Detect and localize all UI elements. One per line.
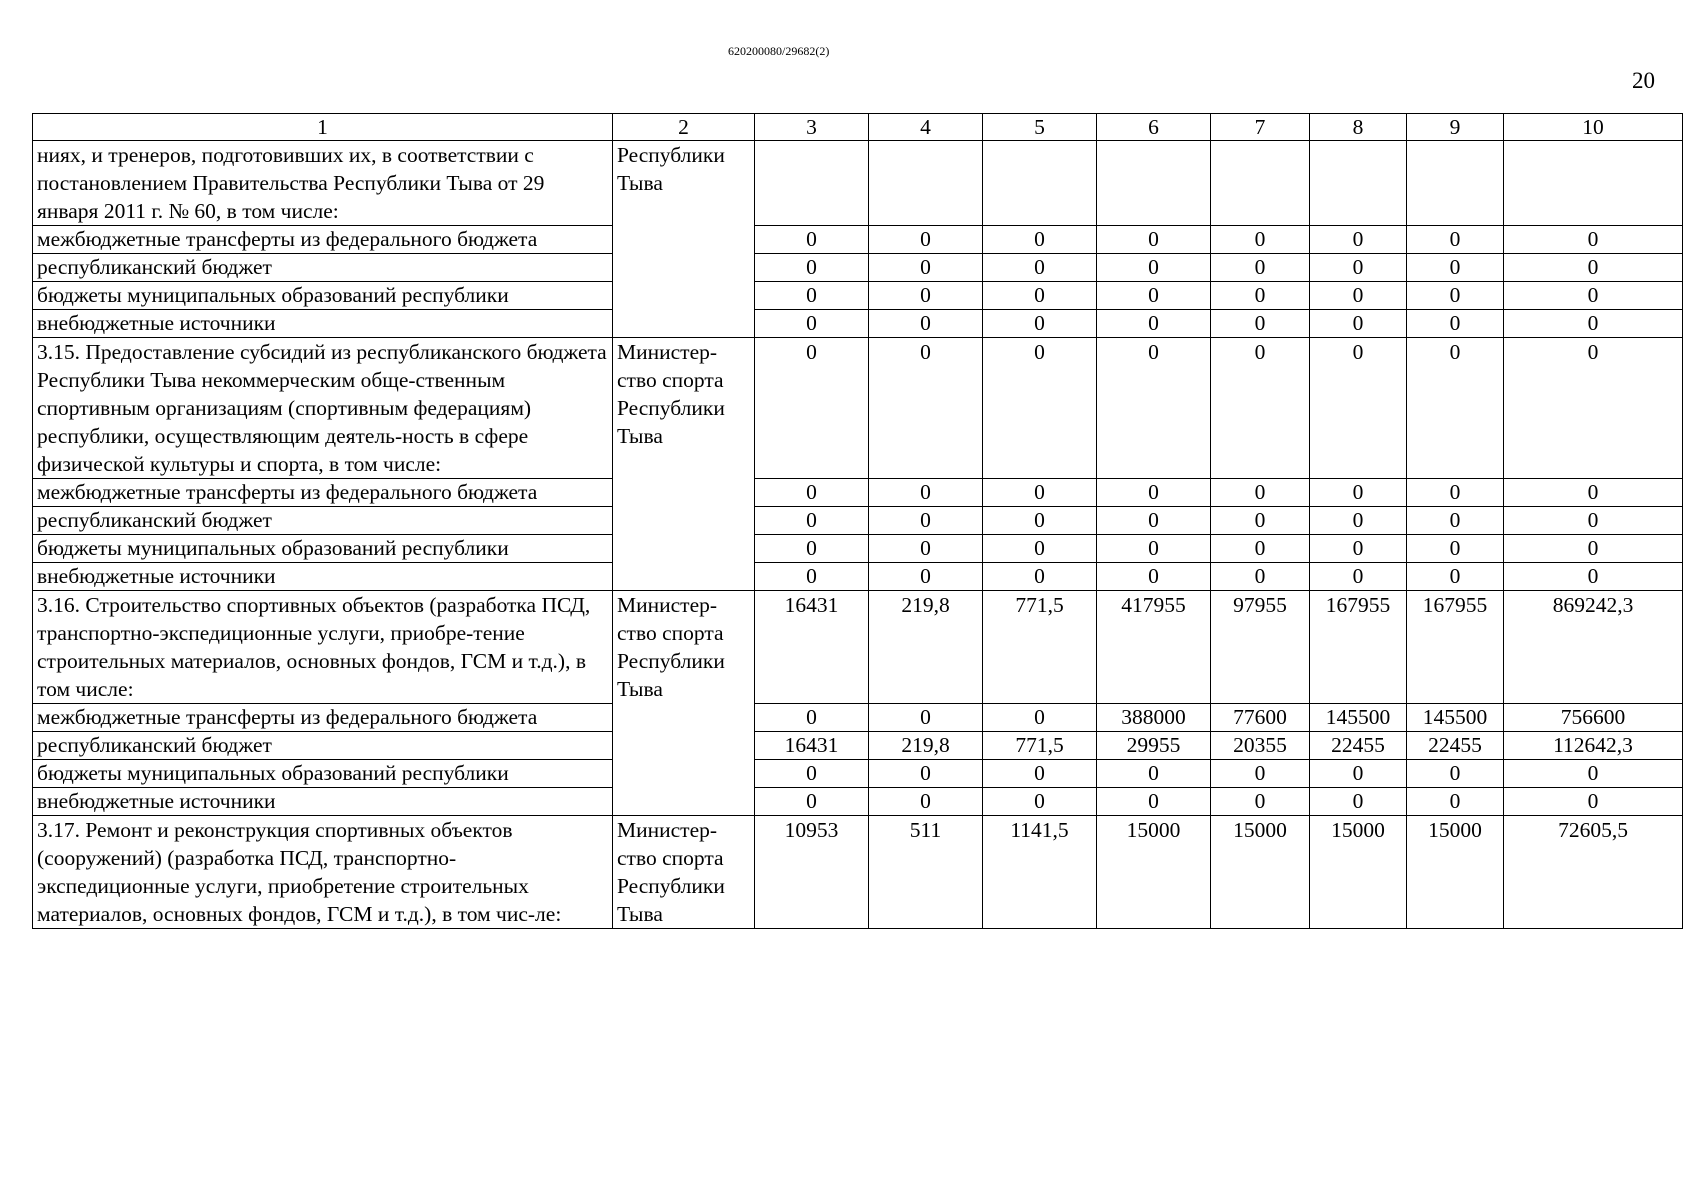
item-executor: Республики Тыва xyxy=(613,141,755,338)
value-cell: 0 xyxy=(1310,338,1407,479)
value-cell: 0 xyxy=(1407,282,1504,310)
value-cell: 0 xyxy=(869,535,983,563)
item-row xyxy=(33,141,1683,226)
item-row xyxy=(33,816,1683,929)
source-row xyxy=(33,732,1683,760)
value-cell: 0 xyxy=(869,254,983,282)
value-cell: 869242,3 xyxy=(1504,591,1683,704)
value-cell: 0 xyxy=(755,282,869,310)
value-cell: 0 xyxy=(1504,535,1683,563)
value-cell: 388000 xyxy=(1097,704,1211,732)
funding-table xyxy=(32,113,1683,929)
value-cell: 771,5 xyxy=(983,591,1097,704)
value-cell: 0 xyxy=(1407,310,1504,338)
item-title: 3.16. Строительство спортивных объектов (разработка ПСД, транспортно-экспедиционные услуги, приобре-тение строительных материалов, основных фондов, ГСМ и т.д.), в том числе: xyxy=(33,591,613,704)
item-executor: Министер-ство спорта Республики Тыва xyxy=(613,591,755,816)
source-label: бюджеты муниципальных образований республики xyxy=(33,282,613,310)
value-cell: 0 xyxy=(1097,760,1211,788)
source-label: бюджеты муниципальных образований республики xyxy=(33,760,613,788)
value-cell: 16431 xyxy=(755,591,869,704)
value-cell: 0 xyxy=(983,704,1097,732)
value-cell: 0 xyxy=(1211,338,1310,479)
value-cell: 0 xyxy=(1310,479,1407,507)
value-cell: 77600 xyxy=(1211,704,1310,732)
value-cell: 0 xyxy=(1097,338,1211,479)
value-cell: 0 xyxy=(755,479,869,507)
value-cell: 0 xyxy=(1097,310,1211,338)
value-cell: 0 xyxy=(983,226,1097,254)
value-cell: 0 xyxy=(1097,254,1211,282)
value-cell: 0 xyxy=(1097,788,1211,816)
header-row xyxy=(33,114,1683,141)
value-cell: 0 xyxy=(1097,226,1211,254)
source-label: республиканский бюджет xyxy=(33,254,613,282)
source-row xyxy=(33,563,1683,591)
value-cell: 72605,5 xyxy=(1504,816,1683,929)
value-cell: 0 xyxy=(983,563,1097,591)
value-cell: 219,8 xyxy=(869,591,983,704)
value-cell: 0 xyxy=(869,226,983,254)
value-cell: 145500 xyxy=(1407,704,1504,732)
value-cell: 0 xyxy=(1407,760,1504,788)
value-cell: 0 xyxy=(1504,760,1683,788)
item-title: ниях, и тренеров, подготовивших их, в соответствии с постановлением Правительства Республики Тыва от 29 января 2011 г. № 60, в том числе: xyxy=(33,141,613,226)
header-cell: 9 xyxy=(1407,114,1504,141)
value-cell: 0 xyxy=(869,760,983,788)
value-cell: 167955 xyxy=(1310,591,1407,704)
value-cell: 97955 xyxy=(1211,591,1310,704)
value-cell: 0 xyxy=(755,535,869,563)
value-cell: 0 xyxy=(1504,788,1683,816)
value-cell: 0 xyxy=(869,310,983,338)
value-cell: 0 xyxy=(1504,254,1683,282)
item-title: 3.15. Предоставление субсидий из республиканского бюджета Республики Тыва некоммерческим обще-ственным спортивным организациям (спортивным федерациям) республики, осуществляющим деятель-ность в сфере физической культуры и спорта, в том числе: xyxy=(33,338,613,479)
value-cell: 0 xyxy=(983,479,1097,507)
source-row xyxy=(33,760,1683,788)
source-label: бюджеты муниципальных образований республики xyxy=(33,535,613,563)
source-label: республиканский бюджет xyxy=(33,507,613,535)
value-cell: 0 xyxy=(1407,535,1504,563)
value-cell: 0 xyxy=(1407,338,1504,479)
value-cell: 0 xyxy=(1504,338,1683,479)
value-cell: 0 xyxy=(983,507,1097,535)
source-label: межбюджетные трансферты из федерального бюджета xyxy=(33,226,613,254)
value-cell: 0 xyxy=(755,226,869,254)
value-cell: 0 xyxy=(1310,226,1407,254)
value-cell: 0 xyxy=(1310,254,1407,282)
item-executor: Министер-ство спорта Республики Тыва xyxy=(613,816,755,929)
value-cell: 145500 xyxy=(1310,704,1407,732)
value-cell: 0 xyxy=(1211,760,1310,788)
header-cell: 2 xyxy=(613,114,755,141)
value-cell: 0 xyxy=(1407,254,1504,282)
value-cell: 0 xyxy=(1310,563,1407,591)
value-cell: 417955 xyxy=(1097,591,1211,704)
item-executor: Министер-ство спорта Республики Тыва xyxy=(613,338,755,591)
value-cell: 219,8 xyxy=(869,732,983,760)
value-cell: 167955 xyxy=(1407,591,1504,704)
value-cell: 0 xyxy=(1211,254,1310,282)
value-cell: 0 xyxy=(1211,479,1310,507)
value-cell: 0 xyxy=(1407,479,1504,507)
page-number: 20 xyxy=(1632,68,1655,93)
value-cell: 0 xyxy=(869,563,983,591)
value-cell xyxy=(1407,141,1504,226)
value-cell: 0 xyxy=(983,282,1097,310)
value-cell: 0 xyxy=(1310,788,1407,816)
source-row xyxy=(33,254,1683,282)
value-cell: 0 xyxy=(1211,563,1310,591)
value-cell xyxy=(1504,141,1683,226)
value-cell: 0 xyxy=(755,704,869,732)
value-cell: 15000 xyxy=(1097,816,1211,929)
value-cell xyxy=(869,141,983,226)
value-cell: 0 xyxy=(1211,507,1310,535)
value-cell: 0 xyxy=(1310,507,1407,535)
header-cell: 3 xyxy=(755,114,869,141)
value-cell: 22455 xyxy=(1407,732,1504,760)
source-label: внебюджетные источники xyxy=(33,788,613,816)
header-cell: 8 xyxy=(1310,114,1407,141)
value-cell: 0 xyxy=(1407,507,1504,535)
value-cell: 0 xyxy=(1407,788,1504,816)
value-cell: 22455 xyxy=(1310,732,1407,760)
value-cell: 16431 xyxy=(755,732,869,760)
value-cell: 15000 xyxy=(1310,816,1407,929)
value-cell: 0 xyxy=(1211,535,1310,563)
value-cell: 0 xyxy=(869,282,983,310)
source-row xyxy=(33,507,1683,535)
value-cell: 0 xyxy=(869,479,983,507)
header-cell: 5 xyxy=(983,114,1097,141)
value-cell: 511 xyxy=(869,816,983,929)
value-cell: 0 xyxy=(1504,479,1683,507)
value-cell: 1141,5 xyxy=(983,816,1097,929)
value-cell xyxy=(1097,141,1211,226)
source-label: межбюджетные трансферты из федерального бюджета xyxy=(33,479,613,507)
value-cell xyxy=(1211,141,1310,226)
value-cell: 0 xyxy=(1504,563,1683,591)
value-cell: 0 xyxy=(1211,310,1310,338)
value-cell: 0 xyxy=(755,760,869,788)
value-cell: 15000 xyxy=(1211,816,1310,929)
header-cell: 10 xyxy=(1504,114,1683,141)
value-cell xyxy=(755,141,869,226)
value-cell: 0 xyxy=(755,563,869,591)
value-cell: 0 xyxy=(869,788,983,816)
value-cell: 0 xyxy=(1504,310,1683,338)
value-cell: 0 xyxy=(1211,282,1310,310)
value-cell: 0 xyxy=(1097,479,1211,507)
source-label: внебюджетные источники xyxy=(33,310,613,338)
value-cell: 20355 xyxy=(1211,732,1310,760)
value-cell: 0 xyxy=(1097,507,1211,535)
value-cell: 0 xyxy=(1504,507,1683,535)
value-cell: 0 xyxy=(983,535,1097,563)
item-row xyxy=(33,338,1683,479)
value-cell: 0 xyxy=(1310,760,1407,788)
source-row xyxy=(33,535,1683,563)
source-row xyxy=(33,788,1683,816)
value-cell: 0 xyxy=(869,704,983,732)
source-row xyxy=(33,282,1683,310)
value-cell: 0 xyxy=(1097,563,1211,591)
value-cell: 15000 xyxy=(1407,816,1504,929)
item-title: 3.17. Ремонт и реконструкция спортивных объектов (сооружений) (разработка ПСД, транспортно-экспедиционные услуги, приобретение строительных материалов, основных фондов, ГСМ и т.д.), в том чис-ле: xyxy=(33,816,613,929)
value-cell: 0 xyxy=(1407,226,1504,254)
value-cell: 10953 xyxy=(755,816,869,929)
header-cell: 7 xyxy=(1211,114,1310,141)
value-cell: 0 xyxy=(1407,563,1504,591)
value-cell: 0 xyxy=(1310,310,1407,338)
document-id: 620200080/29682(2) xyxy=(728,44,830,58)
source-label: внебюджетные источники xyxy=(33,563,613,591)
header-cell: 6 xyxy=(1097,114,1211,141)
value-cell: 0 xyxy=(983,254,1097,282)
value-cell: 0 xyxy=(1310,535,1407,563)
source-row xyxy=(33,704,1683,732)
value-cell: 0 xyxy=(1097,535,1211,563)
source-row xyxy=(33,479,1683,507)
value-cell: 0 xyxy=(755,254,869,282)
value-cell: 0 xyxy=(869,507,983,535)
value-cell: 112642,3 xyxy=(1504,732,1683,760)
source-row xyxy=(33,310,1683,338)
value-cell: 0 xyxy=(869,338,983,479)
value-cell xyxy=(1310,141,1407,226)
value-cell: 0 xyxy=(983,310,1097,338)
value-cell: 0 xyxy=(1211,226,1310,254)
item-row xyxy=(33,591,1683,704)
value-cell: 0 xyxy=(983,788,1097,816)
header-cell: 4 xyxy=(869,114,983,141)
value-cell: 0 xyxy=(755,338,869,479)
value-cell: 756600 xyxy=(1504,704,1683,732)
value-cell: 0 xyxy=(755,310,869,338)
value-cell: 0 xyxy=(755,788,869,816)
value-cell: 0 xyxy=(983,760,1097,788)
value-cell: 0 xyxy=(983,338,1097,479)
source-label: республиканский бюджет xyxy=(33,732,613,760)
value-cell: 0 xyxy=(1504,282,1683,310)
value-cell: 0 xyxy=(1504,226,1683,254)
header-cell: 1 xyxy=(33,114,613,141)
value-cell: 0 xyxy=(1211,788,1310,816)
value-cell: 0 xyxy=(1097,282,1211,310)
source-label: межбюджетные трансферты из федерального бюджета xyxy=(33,704,613,732)
value-cell xyxy=(983,141,1097,226)
value-cell: 0 xyxy=(755,507,869,535)
source-row xyxy=(33,226,1683,254)
value-cell: 29955 xyxy=(1097,732,1211,760)
value-cell: 771,5 xyxy=(983,732,1097,760)
value-cell: 0 xyxy=(1310,282,1407,310)
